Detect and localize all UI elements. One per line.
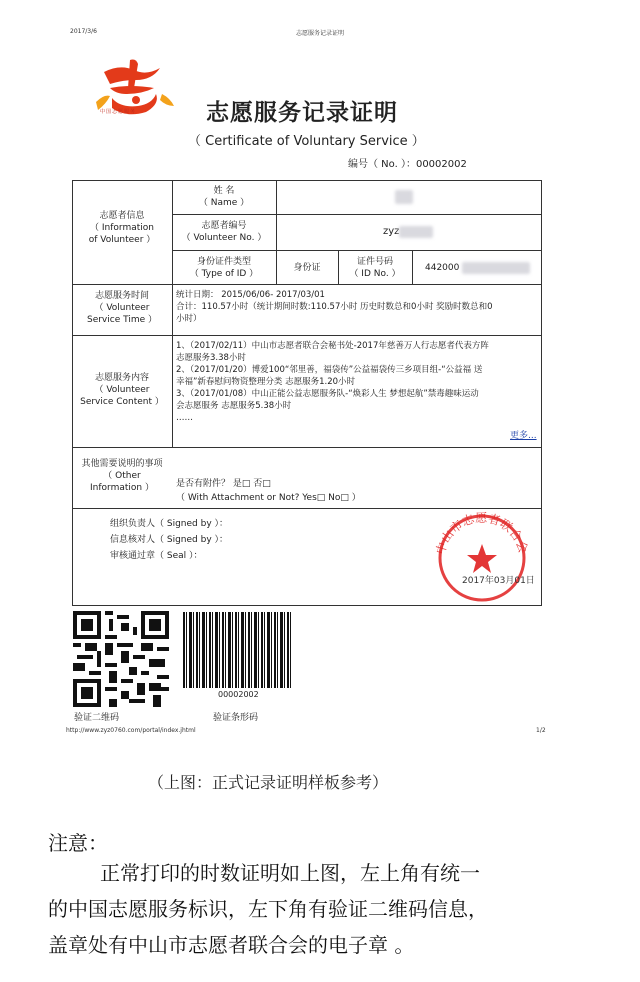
name-label: 姓 名 （ Name ） xyxy=(198,186,250,208)
barcode-caption: 验证条形码 xyxy=(213,713,259,723)
other-label: 其他需要说明的事项 （ Other Information ） xyxy=(81,459,163,493)
print-title: 志愿服务记录证明 xyxy=(296,30,345,37)
note-line-3: 盖章处有中山市志愿者联合会的电子章 。 xyxy=(48,933,415,957)
svg-text:中山市志愿者联合会: 中山市志愿者联合会 xyxy=(433,510,531,557)
time-details: 统计日期： 2015/06/06- 2017/03/01 合计：110.57小时（统计期间时数:110.57小时 历史时数总和0小时 奖励时数总和0 小时） xyxy=(176,290,493,324)
id-type-label: 身份证件类型 （ Type of ID ） xyxy=(189,257,259,279)
attachment-en: （ With Attachment or Not? Yes□ No□ ） xyxy=(176,493,361,503)
id-no-redacted xyxy=(462,262,530,274)
vol-no-redacted xyxy=(399,226,433,238)
id-no-value: 442000 xyxy=(425,263,460,273)
qr-caption: 验证二维码 xyxy=(74,713,120,723)
content-label: 志愿服务内容 （ Volunteer Service Content ） xyxy=(80,373,164,407)
signed-by-leader: 组织负责人（ Signed by ）： xyxy=(110,519,229,529)
doc-number: 编号（ No. ）：00002002 xyxy=(348,159,467,170)
sample-caption: （上图：正式记录证明样板参考） xyxy=(148,773,389,792)
note-line-2: 的中国志愿服务标识，左下角有验证二维码信息， xyxy=(48,897,488,921)
id-type-value: 身份证 xyxy=(293,263,321,273)
doc-title-cn: 志愿服务记录证明 xyxy=(206,100,398,126)
logo-caption: 中国志愿服务 xyxy=(100,109,137,115)
barcode-number: 00002002 xyxy=(218,690,259,699)
note-line-1: 正常打印的时数证明如上图，左上角有统一 xyxy=(100,861,480,885)
attachment-cn: 是否有附件？ 是□ 否□ xyxy=(176,479,271,489)
info-label: 志愿者信息 （ Information of Volunteer ） xyxy=(88,211,156,245)
seal-label: 审核通过章（ Seal ）： xyxy=(110,551,203,561)
stamp-date: 2017年03月01日 xyxy=(462,576,535,586)
print-date: 2017/3/6 xyxy=(70,28,97,35)
vol-no-value: zyz xyxy=(383,226,400,237)
verification-qr-code xyxy=(73,611,169,711)
official-seal-stamp xyxy=(430,510,534,604)
vol-no-label: 志愿者编号 （ Volunteer No. ） xyxy=(181,221,267,243)
content-details: 1、（2017/02/11）中山市志愿者联合会秘书处-2017年慈善万人行志愿者代表方阵 志愿服务3.38小时 2、（2017/01/20）博爱100“邻里善，福袋传”公益福袋传三乡项目组-“公益福 送 幸福”新春慰问物资整理分类 志愿服务1.20小时 3、（2017/01/08）中山正能公益志愿服务队-“焕彩人生 梦想起航”禁毒趣味运动 会志愿服务 志愿服务5.38小时 …… xyxy=(176,341,489,423)
footer-page: 1/2 xyxy=(536,727,546,734)
footer-url: http://www.zyz0760.com/portal/index.jhtml xyxy=(66,727,196,734)
note-heading: 注意： xyxy=(48,831,108,855)
name-value-redacted xyxy=(395,190,413,204)
time-label: 志愿服务时间 （ Volunteer Service Time ） xyxy=(86,291,157,325)
signed-by-checker: 信息核对人（ Signed by ）： xyxy=(110,535,229,545)
doc-title-en: （ Certificate of Voluntary Service ） xyxy=(188,134,425,149)
id-no-label: 证件号码 （ ID No. ） xyxy=(349,257,401,279)
more-link[interactable]: 更多... xyxy=(510,431,537,441)
verification-barcode xyxy=(183,612,293,688)
